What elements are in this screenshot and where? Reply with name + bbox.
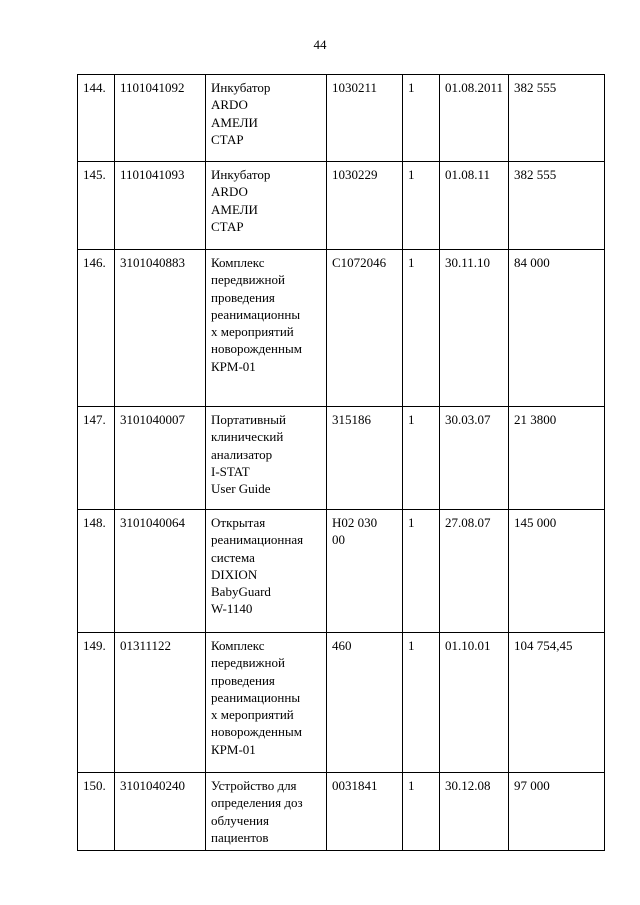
inventory-code: 01311122 <box>115 633 206 773</box>
price: 382 555 <box>509 75 605 162</box>
quantity: 1 <box>403 633 440 773</box>
inventory-code: 3101040007 <box>115 407 206 510</box>
table-row <box>78 250 605 407</box>
item-name: Открытая реанимационная система DIXION BabyGuard W-1140 <box>206 510 327 633</box>
inventory-code: 3101040064 <box>115 510 206 633</box>
row-number: 145. <box>78 162 115 250</box>
serial-number: С1072046 <box>327 250 403 407</box>
date: 30.12.08 <box>440 773 509 851</box>
table-row <box>78 773 605 851</box>
serial-number: H02 030 00 <box>327 510 403 633</box>
quantity: 1 <box>403 407 440 510</box>
quantity: 1 <box>403 162 440 250</box>
price: 104 754,45 <box>509 633 605 773</box>
row-number: 148. <box>78 510 115 633</box>
inventory-code: 3101040240 <box>115 773 206 851</box>
inventory-code: 3101040883 <box>115 250 206 407</box>
date: 01.08.11 <box>440 162 509 250</box>
price: 97 000 <box>509 773 605 851</box>
item-name: Портативный клинический анализатор I-STAT User Guide <box>206 407 327 510</box>
serial-number: 460 <box>327 633 403 773</box>
quantity: 1 <box>403 773 440 851</box>
quantity: 1 <box>403 250 440 407</box>
row-number: 144. <box>78 75 115 162</box>
price: 382 555 <box>509 162 605 250</box>
date: 30.11.10 <box>440 250 509 407</box>
price: 145 000 <box>509 510 605 633</box>
item-name: Инкубатор ARDO АМЕЛИ СТАР <box>206 75 327 162</box>
date: 01.10.01 <box>440 633 509 773</box>
date: 30.03.07 <box>440 407 509 510</box>
serial-number: 1030229 <box>327 162 403 250</box>
item-name: Комплекс передвижной проведения реанимационны х мероприятий новорожденным КРМ-01 <box>206 250 327 407</box>
price: 21 3800 <box>509 407 605 510</box>
price: 84 000 <box>509 250 605 407</box>
inventory-code: 1101041092 <box>115 75 206 162</box>
item-name: Устройство для определения доз облучения пациентов <box>206 773 327 851</box>
row-number: 146. <box>78 250 115 407</box>
table-row <box>78 407 605 510</box>
serial-number: 315186 <box>327 407 403 510</box>
table-row <box>78 633 605 773</box>
row-number: 150. <box>78 773 115 851</box>
table-row <box>78 162 605 250</box>
serial-number: 0031841 <box>327 773 403 851</box>
quantity: 1 <box>403 75 440 162</box>
page-number: 44 <box>313 37 327 52</box>
date: 01.08.2011 <box>440 75 509 162</box>
inventory-table <box>77 74 605 851</box>
quantity: 1 <box>403 510 440 633</box>
item-name: Комплекс передвижной проведения реанимационны х мероприятий новорожденным КРМ-01 <box>206 633 327 773</box>
inventory-code: 1101041093 <box>115 162 206 250</box>
item-name: Инкубатор ARDO АМЕЛИ СТАР <box>206 162 327 250</box>
date: 27.08.07 <box>440 510 509 633</box>
serial-number: 1030211 <box>327 75 403 162</box>
table-row <box>78 510 605 633</box>
table-row <box>78 75 605 162</box>
row-number: 149. <box>78 633 115 773</box>
row-number: 147. <box>78 407 115 510</box>
